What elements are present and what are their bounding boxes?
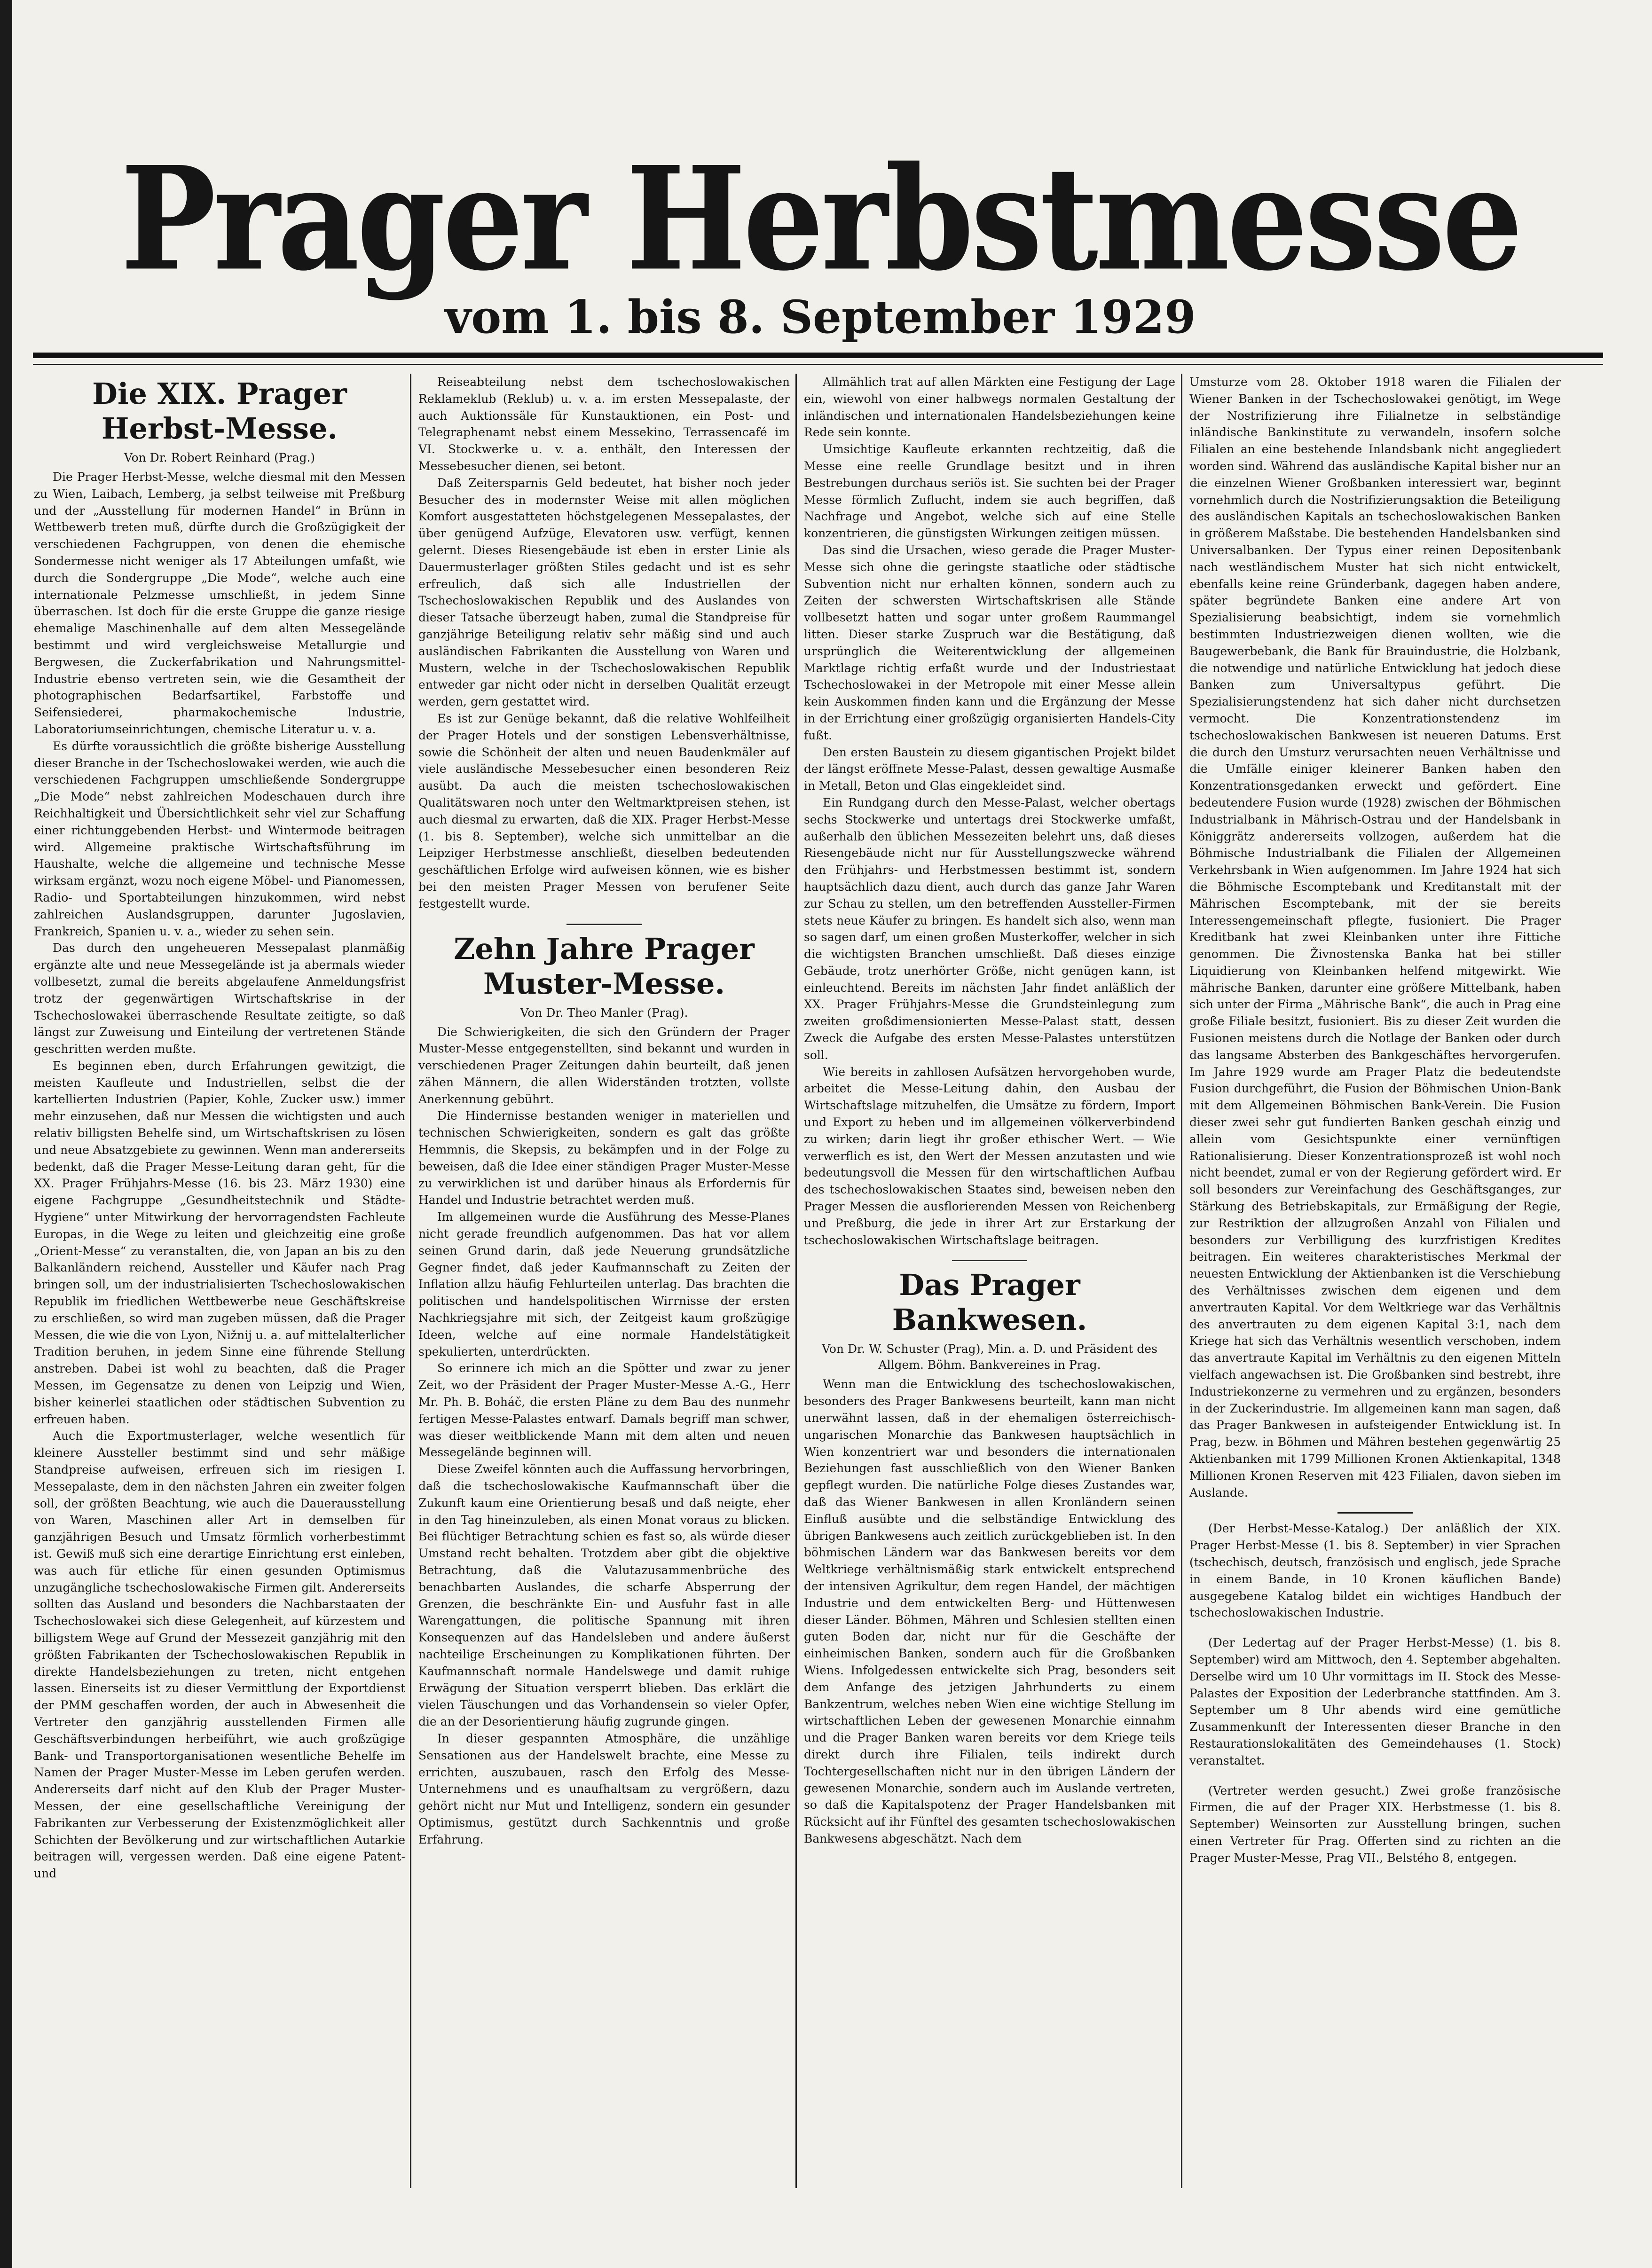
article-paragraph: Allmählich trat auf allen Märkten eine Festigung der Lage ein, wiewohl von einer halbwegs normalen Gestaltung der inländischen und internationalen Handelsbeziehungen keine Rede sein konnte. <box>804 375 1175 439</box>
article-paragraph: Es beginnen eben, durch Erfahrungen gewitzigt, die meisten Kaufleute und Industriellen, selbst die der kartellierten Industrien (Papier, Kohle, Zucker usw.) immer mehr einzusehen, daß nur Messen die wichtigsten und auch relativ billigsten Behelfe sind, um Wirtschaftskrisen zu lösen und neue Absatzgebiete zu gewinnen. Wenn man andererseits bedenkt, daß die Prager Messe-Leitung daran geht, für die XX. Prager Frühjahrs-Messe (16. bis 23. März 1930) eine eigene Fachgruppe „Gesundheitstechnik und Städte-Hygiene“ unter Mitwirkung der hervorragendsten Fachleute Europas, in die Wege zu leiten und gleichzeitig eine große „Orient-Messe“ zu veranstalten, die, von Japan an bis zu den Balkanländern reichend, Aussteller und Käufer nach Prag bringen soll, um der industrialisierten Tschechoslowakischen Republik im friedlichen Wettbewerbe neue Geschäftskreise zu erschließen, so wird man zugeben müssen, daß die Prager Messen, die wie die von Lyon, Nižnij u. a. auf mittelalterlicher Tradition beruhen, in jedem Sinne eine führende Stellung anstreben. Dabei ist wohl zu beachten, daß die Prager Messen, im Gegensatze zu denen von Leipzig und Wien, bisher keinerlei staatlichen oder städtischen Subvention zu erfreuen haben. <box>34 1059 405 1426</box>
article-paragraph: Wie bereits in zahllosen Aufsätzen hervorgehoben wurde, arbeitet die Messe-Leitung dahin, den Ausbau der Wirtschaftslage mitzuhelfen, die Umsätze zu fördern, Import und Export zu heben und im allgemeinen völkerverbindend zu wirken; darin liegt ihr großer ethischer Wert. — Wie verwerflich es ist, den Wert der Messen anzutasten und wie bedeutungsvoll die Messen für den wirtschaftlichen Aufbau des tschechoslowakischen Staates sind, beweisen neben den Prager Messen die ausflorierenden Messen von Reichenberg und Preßburg, die jede in ihrer Art zur Erstarkung der tschechoslowakischen Wirtschaftslage beitragen. <box>804 1065 1175 1247</box>
article-paragraph: In dieser gespannten Atmosphäre, die unzählige Sensationen aus der Handelswelt brachte, eine Messe zu errichten, auszubauen, rasch den Erfolg des Messe-Unternehmens und es unaufhaltsam zu vergrößern, dazu gehört nicht nur Mut und Intelligenz, sondern ein gesunder Optimismus, gestützt durch Sachkenntnis und große Erfahrung. <box>418 1731 790 1846</box>
column-rule <box>795 374 797 2188</box>
article-paragraph: Das durch den ungeheueren Messepalast planmäßig ergänzte alte und neue Messegelände ist ja abermals wieder vollbesetzt, zumal die bereits abgelaufene Anmeldungsfrist trotz der gegenwärtigen Wirtschaftskrise in der Tschechoslowakei überraschende Resultate zeitigte, so daß längst zur Zuweisung und Einteilung der vertretenen Stände geschritten werden mußte. <box>34 941 405 1056</box>
column-3 <box>804 374 1175 2197</box>
news-note: (Der Herbst-Messe-Katalog.) Der anläßlich der XIX. Prager Herbst-Messe (1. bis 8. September) in vier Sprachen (tschechisch, deutsch, französisch und englisch, jede Sprache in einem Bande, in 10 Kronen käuflichen Bande) ausgegebene Katalog bildet ein wichtiges Handbuch der tschechoslowakischen Industrie. <box>1189 1522 1561 1620</box>
article-divider <box>566 924 642 925</box>
article-byline: Von Dr. Theo Manler (Prag). <box>520 1005 688 1020</box>
masthead-rule-thin <box>33 364 1603 365</box>
article-paragraph: Die Schwierigkeiten, die sich den Gründern der Prager Muster-Messe entgegenstellten, sind bekannt und wurden in verschiedenen Prager Zeitungen dahin beurteilt, daß jenen zähen Männern, die allen Widerständen trotzten, vollste Anerkennung gebührt. <box>418 1025 790 1106</box>
news-note: (Der Ledertag auf der Prager Herbst-Messe) (1. bis 8. September) wird am Mittwoch, den 4. September abgehalten. Derselbe wird um 10 Uhr vormittags im II. Stock des Messe-Palastes der Exposition der Lederbranche stattfinden. Am 3. September um 8 Uhr abends wird eine gemütliche Zusammenkunft der Interessenten dieser Branche in den Restaurationslokalitäten des Gemeindehauses (1. Stock) veranstaltet. <box>1189 1636 1561 1767</box>
column-rule <box>1181 374 1182 2188</box>
article-byline: Von Dr. W. Schuster (Prag), Min. a. D. und Präsident des Allgem. Böhm. Bankvereines in Prag. <box>822 1342 1157 1372</box>
article-paragraph: Daß Zeitersparnis Geld bedeutet, hat bisher noch jeder Besucher des in modernster Weise mit allen möglichen Komfort ausgestatteten höchstgelegenen Messepalastes, der über genügend Aufzüge, Elevatoren usw. verfügt, kennen gelernt. Dieses Riesengebäude ist eben in erster Linie als Dauermusterlager größten Stiles gedacht und ist es sehr erfreulich, daß sich alle Industriellen der Tschechoslowakischen Republik und des Auslandes von dieser Tatsache überzeugt haben, zumal die Standpreise für ganzjährige Beteiligung relativ sehr mäßig sind und auch ausländischen Fabrikanten die Ausstellung von Waren und Mustern, welche in der Tschechoslowakischen Republik entweder gar nicht oder nicht in derselben Qualität erzeugt werden, gern gestattet wird. <box>418 476 790 709</box>
column-2 <box>418 374 790 2197</box>
masthead-title: Prager Herbstmesse <box>120 134 1520 303</box>
article-paragraph: Das sind die Ursachen, wieso gerade die Prager Muster-Messe sich ohne die geringste staatliche oder städtische Subvention nicht nur erhalten können, sondern auch zu Zeiten der schwersten Wirtschaftskrisen alle Stände vollbesetzt hatten und sogar unter großem Raummangel litten. Dieser starke Zuspruch war die Bestätigung, daß ursprünglich die Weiterentwicklung der allgemeinen Marktlage richtig erfaßt wurde und der Industriestaat Tschechoslowakei in der Metropole mit einer Messe allein kein Auskommen finden kann und die Ergänzung der Messe in der Errichtung einer großzügig organisierten Handels-City fußt. <box>804 543 1175 742</box>
article-paragraph: Ein Rundgang durch den Messe-Palast, welcher obertags sechs Stockwerke und untertags drei Stockwerke umfaßt, außerhalb den üblichen Messezeiten belehrt uns, daß dieses Riesengebäude nicht nur für Ausstellungszwecke während den Frühjahrs- und Herbstmessen bestimmt ist, sondern hauptsächlich dazu dient, auch durch das ganze Jahr Waren zur Schau zu stellen, um den betreffenden Aussteller-Firmen stets neue Käufer zu bringen. Es handelt sich also, wenn man so sagen darf, um einen großen Musterkoffer, welcher in sich die wichtigsten Branchen umschließt. Daß dieses einzige Gebäude, trotz unerhörter Größe, nicht genügen kann, ist einleuchtend. Bereits im nächsten Jahr findet anläßlich der XX. Prager Frühjahrs-Messe die Grundsteinlegung zum zweiten großdimensionierten Messe-Palast statt, dessen Zweck die Aufgabe des ersten Messe-Palastes unterstützen soll. <box>804 795 1175 1062</box>
column-1 <box>34 374 405 2197</box>
article-paragraph: Reiseabteilung nebst dem tschechoslowakischen Reklameklub (Reklub) u. v. a. im ersten Messepalaste, der auch Auktionssäle für Kunstauktionen, ein Post- und Telegraphenamt nebst einem Messekino, Terrassencafé im VI. Stockwerke u. v. a. enthält, den Interessen der Messebesucher dienen, sei betont. <box>418 375 790 473</box>
article-paragraph: Die Prager Herbst-Messe, welche diesmal mit den Messen zu Wien, Laibach, Lemberg, ja selbst teilweise mit Preßburg und der „Ausstellung für modernen Handel“ in Brünn in Wettbewerb treten muß, dürfte durch die Großzügigkeit der verschiedenen Fachgruppen, von denen die ehemische Sondermesse nicht weniger als 17 Abteilungen umfaßt, wie durch die Sondergruppe „Die Mode“, welche auch eine internationale Pelzmesse umschließt, in jedem Sinne überraschen. Ist doch für die erste Gruppe die ganze riesige ehemalige Maschinenhalle auf dem alten Messegelände bestimmt und wird vergleichsweise Metallurgie und Bergwesen, die Zuckerfabrikation und Nahrungsmittel-Industrie ebenso vertreten sein, wie die Gesamtheit der photographischen Bedarfsartikel, Farbstoffe und Seifensiederei, pharmakochemische Industrie, Laboratoriumseinrichtungen, chemische Literatur u. v. a. <box>34 470 405 736</box>
article-paragraph: Es dürfte voraussichtlich die größte bisherige Ausstellung dieser Branche in der Tschechoslowakei werden, wie auch die verschiedenen Fachgruppen umschließende Sondergruppe „Die Mode“ nebst zahlreichen Modeschauen durch ihre Reichhaltigkeit und Übersichtlichkeit sehr viel zur Schaffung einer richtunggebenden Herbst- und Wintermode beitragen wird. Allgemeine praktische Wirtschaftsführung im Haushalte, welche die allgemeine und technische Messe wirksam ergänzt, wozu noch eigene Möbel- und Pianomessen, Radio- und Sportabteilungen hinzukommen, wird nebst zahlreichen Auslandsgruppen, darunter Jugoslavien, Frankreich, Spanien u. v. a., wieder zu sehen sein. <box>34 739 405 938</box>
news-note: (Vertreter werden gesucht.) Zwei große französische Firmen, die auf der Prager XIX. Herbstmesse (1. bis 8. September) Weinsorten zur Ausstellung bringen, suchen einen Vertreter für Prag. Offerten sind zu richten an die Prager Muster-Messe, Prag VII., Belstého 8, entgegen. <box>1189 1783 1561 1865</box>
article-paragraph: Die Hindernisse bestanden weniger in materiellen und technischen Schwierigkeiten, sondern es galt das größte Hemmnis, die Skepsis, zu bekämpfen und in der Folge zu beweisen, daß die Idee einer ständigen Prager Muster-Messe zu verwirklichen ist und darüber hinaus als Erfordernis für Handel und Industrie betrachtet werden muß. <box>418 1109 790 1207</box>
article-paragraph: Es ist zur Genüge bekannt, daß die relative Wohlfeilheit der Prager Hotels und der sonstigen Lebensverhältnisse, sowie die Schönheit der alten und neuen Baudenkmäler auf viele ausländische Messebesucher einen besonderen Reiz ausübt. Da auch die meisten tschechoslowakischen Qualitätswaren noch unter den Weltmarktpreisen stehen, ist auch diesmal zu erwarten, daß die XIX. Prager Herbst-Messe (1. bis 8. September), welche sich unmittelbar an die Leipziger Herbstmesse anschließt, dieselben bedeutenden geschäftlichen Erfolge wird aufweisen können, wie es bisher bei den meisten Prager Messen von berufener Seite festgestellt wurde. <box>418 711 790 910</box>
article-paragraph: Den ersten Baustein zu diesem gigantischen Projekt bildet der längst eröffnete Messe-Palast, dessen gewaltige Ausmaße in Metall, Beton und Glas eingekleidet sind. <box>804 745 1175 793</box>
article-byline: Von Dr. Robert Reinhard (Prag.) <box>124 451 315 464</box>
article-paragraph: Wenn man die Entwicklung des tschechoslowakischen, besonders des Prager Bankwesens beurteilt, kann man nicht unerwähnt lassen, daß in der ehemaligen österreichisch-ungarischen Monarchie das Bankwesen hauptsächlich in Wien konzentriert war und besonders die internationalen Beziehungen fast ausschließlich von den Wiener Banken gepflegt wurden. Die natürliche Folge dieses Zustandes war, daß das Wiener Bankwesen in allen Kronländern seinen Einfluß ausübte und die selbständige Entwicklung des übrigen Bankwesens auch zeitlich zurückgeblieben ist. In den böhmischen Ländern war das Bankwesen bereits vor dem Weltkriege verhältnismäßig stark entwickelt entsprechend der intensiven Agrikultur, dem regen Handel, der mächtigen Industrie und dem entwickelten Berg- und Hüttenwesen dieser Länder. Böhmen, Mähren und Schlesien stellten einen guten Boden dar, nicht nur für die Geschäfte der einheimischen Banken, sondern auch für die Großbanken Wiens. Infolgedessen entwickelte sich Prag, besonders seit dem Anfange des jetzigen Jahrhunderts zu einem Bankzentrum, welches neben Wien eine wichtige Stellung im wirtschaftlichen Leben der gewesenen Monarchie einnahm und die Prager Banken waren bereits vor dem Kriege teils direkt durch ihre Filialen, teils indirekt durch Tochtergesellschaften nicht nur in den übrigen Ländern der gewesenen Monarchie, sondern auch im Auslande vertreten, so daß die Kapitalspotenz der Prager Handelsbanken mit Rücksicht auf ihr Fünftel des gesamten tschechoslowakischen Bankwesens abgeschätzt. Nach dem <box>804 1377 1175 1845</box>
article-paragraph: Im allgemeinen wurde die Ausführung des Messe-Planes nicht gerade freundlich aufgenommen. Das hat vor allem seinen Grund darin, daß jede Neuerung grundsätzliche Gegner findet, daß jeder Kaufmannschaft zu Zeiten der Inflation allzu häufig Fehlurteilen unterlag. Das brachten die politischen und handelspolitischen Wirrnisse der ersten Nachkriegsjahre mit sich, der Zeitgeist kaum großzügige Ideen, welche auf eine normale Handelstätigkeit spekulierten, unterdrückten. <box>418 1210 790 1358</box>
article-paragraph: Umsichtige Kaufleute erkannten rechtzeitig, daß die Messe eine reelle Grundlage besitzt und in ihren Bestrebungen durchaus seriös ist. Sie suchten bei der Prager Messe förmlich Zuflucht, indem sie auch begriffen, daß Nachfrage und Angebot, welche sich auf eine Stelle konzentrieren, die günstigsten Wirkungen zeitigen müssen. <box>804 442 1175 541</box>
article-divider <box>1337 1512 1413 1514</box>
column-rule <box>410 374 411 2188</box>
column-4 <box>1189 374 1561 2197</box>
scan-edge <box>0 0 12 2268</box>
article-paragraph: So erinnere ich mich an die Spötter und zwar zu jener Zeit, wo der Präsident der Prager Muster-Messe A.-G., Herr Mr. Ph. B. Boháč, die ersten Pläne zu dem Bau des nunmehr fertigen Messe-Palastes entwarf. Damals begriff man schwer, was dieser weitblickende Mann mit dem alten und neuen Messegelände beginnen will. <box>418 1361 790 1460</box>
article-headline: Die XIX. Prager Herbst-Messe. <box>92 377 347 446</box>
masthead-rule-thick <box>33 353 1603 358</box>
masthead-dateline: vom 1. bis 8. September 1929 <box>445 290 1196 344</box>
article-divider <box>952 1260 1027 1261</box>
article-paragraph: Auch die Exportmusterlager, welche wesentlich für kleinere Aussteller bestimmt sind und sehr mäßige Standpreise aufweisen, erfreuen sich im riesigen I. Messepalaste, dem in den nächsten Jahren ein zweiter folgen soll, der größten Beachtung, wie auch die Dauerausstellung von Waren, Maschinen aller Art in demselben für ganzjährigen Besuch und Umsatz förmlich vorherbestimmt ist. Gewiß muß sich eine derartige Einrichtung erst einleben, was auch für etliche für einen gesunden Optimismus unzugängliche tschechoslowakische Firmen gilt. Andererseits sollten das Ausland und besonders die Nachbarstaaten der Tschechoslowakei sich diese Gelegenheit, auf kürzestem und billigstem Wege auf Grund der Messezeit ganzjährig mit den größten Fabrikanten der Tschechoslowakischen Republik in direkte Handelsbeziehungen zu treten, nicht entgehen lassen. Einerseits ist zu dieser Vermittlung der Exportdienst der PMM geschaffen worden, der auch in Abwesenheit die Vertreter den ganzjährig ausstellenden Firmen alle Geschäftsverbindungen herbeiführt, wie auch großzügige Bank- und Transportorganisationen wesentliche Behelfe im Namen der Prager Muster-Messe im Leben gerufen werden. Andererseits darf nicht auf den Klub der Prager Muster-Messen, der eine gesellschaftliche Vereinigung der Fabrikanten zur Verbesserung der Existenzmöglichkeit aller Schichten der Bevölkerung und zur wirtschaftlichen Autarkie beitragen will, vergessen werden. Daß eine eigene Patent- und <box>34 1429 405 1881</box>
article-paragraph: Diese Zweifel könnten auch die Auffassung hervorbringen, daß die tschechoslowakische Kaufmannschaft über die Zukunft kaum eine Orientierung besaß und daß neigte, eher in den Tag hineinzuleben, als einen Monat voraus zu blicken. Bei flüchtiger Betrachtung schien es fast so, als würde dieser Umstand recht behalten. Trotzdem aber gibt die objektive Betrachtung, daß die Valutazusammenbrüche des benachbarten Auslandes, die scharfe Absperrung der Grenzen, die beschränkte Ein- und Ausfuhr fast in alle Warengattungen, die politische Spannung mit ihren Konsequenzen auf das Handelsleben und andere äußerst nachteilige Erscheinungen zu Komplikationen führten. Der Kaufmannschaft normale Handelswege und damit ruhige Erwägung der Situation versperrt blieben. Das erklärt die vielen Täuschungen und das Vorhandensein so vieler Opfer, die an der Desorientierung häufig zugrunde gingen. <box>418 1462 790 1729</box>
article-headline: Das Prager Bankwesen. <box>892 1268 1087 1337</box>
article-headline: Zehn Jahre Prager Muster-Messe. <box>454 931 755 1001</box>
article-paragraph: Umsturze vom 28. Oktober 1918 waren die Filialen der Wiener Banken in der Tschechoslowakei genötigt, im Wege der Nostrifizierung ihre Filialnetze in selbständige inländische Bankinstitute zu verwandeln, insofern solche Filialen an eine bestehende Inlandsbank nicht angegliedert worden sind. Während das ausländische Kapital bisher nur an die einzelnen Wiener Großbanken interessiert war, beginnt vornehmlich durch die Nostrifizierungsaktion die Beteiligung des ausländischen Kapitals an tschechoslowakischen Banken in größerem Maßstabe. Die bestehenden Handelsbanken sind Universalbanken. Der Typus einer reinen Depositenbank nach westländischem Muster hat sich nicht entwickelt, ebenfalls keine reine Gründerbank, dagegen haben andere, später begründete Banken eine andere Art von Spezialisierung beabsichtigt, indem sie vornehmlich bestimmten Industriezweigen dienen wollten, wie die Baugewerbebank, die Bank für Brauindustrie, die Holzbank, die notwendige und natürliche Entwicklung hat jedoch diese Banken zum Universaltypus geführt. Die Spezialisierungstendenz hat sich daher nicht durchsetzen vermocht. Die Konzentrationstendenz im tschechoslowakischen Bankwesen ist neueren Datums. Erst die durch den Umsturz verursachten neuen Verhältnisse und die Umfälle einiger kleinerer Banken haben den Konzentrationsgedanken erweckt und gefördert. Eine bedeutendere Fusion wurde (1928) zwischen der Böhmischen Industrialbank in Mährisch-Ostrau und der Handelsbank in Königgrätz andererseits vollzogen, außerdem hat die Böhmische Industrialbank die Filialen der Allgemeinen Verkehrsbank in Wien aufgenommen. Im Jahre 1924 hat sich die Böhmische Escomptebank und Kreditanstalt mit der Mährischen Escomptebank, mit der sie bereits Interessengemeinschaft pflegte, fusioniert. Die Prager Kreditbank hat zwei Kleinbanken unter ihre Fittiche genommen. Die Živnostenska Banka hat bei stiller Liquidierung von Kleinbanken helfend mitgewirkt. Wie mährische Banken, darunter eine größere Mittelbank, haben sich unter der Firma „Mährische Bank“, die auch in Prag eine große Filiale besitzt, fusioniert. Bis zu dieser Zeit wurden die Fusionen meistens durch die Notlage der Banken oder durch das langsame Absterben des Bankgeschäftes hervorgerufen. Im Jahre 1929 wurde am Prager Platz die bedeutendste Fusion durchgeführt, die Fusion der Böhmischen Union-Bank mit dem Allgemeinen Böhmischen Bank-Verein. Die Fusion dieser zwei sehr gut fundierten Banken geschah einzig und allein vom Gesichtspunkte einer vernünftigen Rationalisierung. Dieser Konzentrationsprozeß ist wohl noch nicht beendet, zumal er von der Regierung gefördert wird. Er soll besonders zur Vereinfachung des Geschäftsganges, zur Stärkung des Betriebskapitals, zur Ermäßigung der Regie, zur Restriktion der allzugroßen Anzahl von Filialen und besonders zur Verbilligung des kurzfristigen Kredites beitragen. Ein weiteres charakteristisches Merkmal der neuesten Entwicklung der Aktienbanken ist die Verschiebung des Verhältnisses zwischen dem eigenen und dem anvertrauten Kapital. Vor dem Weltkriege war das Verhältnis des anvertrauten zu dem eigenen Kapital 3:1, nach dem Kriege hat sich das Verhältnis wesentlich verschoben, indem das anvertraute Kapital im Verhältnis zu den eigenen Mitteln vielfach angewachsen ist. Die Großbanken sind bestrebt, ihre Industriekonzerne zu vermehren und zu ergänzen, besonders in der Zuckerindustrie. Im allgemeinen kann man sagen, daß das Prager Bankwesen in aufsteigender Entwicklung ist. In Prag, bezw. in Böhmen und Mähren bestehen gegenwärtig 25 Aktienbanken mit 1799 Millionen Kronen Aktienkapital, 1348 Millionen Kronen Reserven mit 423 Filialen, davon sieben im Auslande. <box>1189 375 1561 1499</box>
